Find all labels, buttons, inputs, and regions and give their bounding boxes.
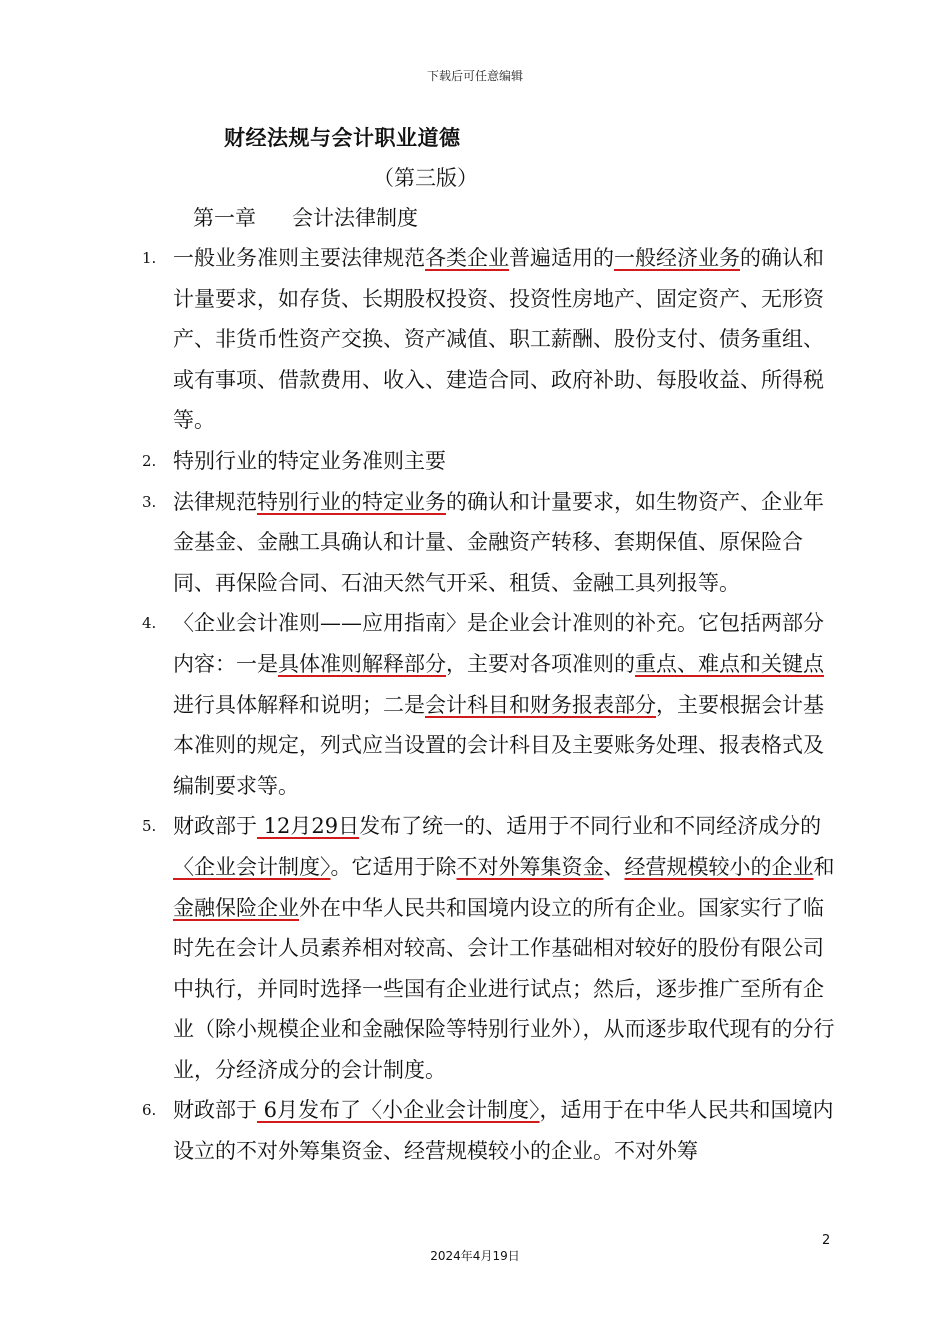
body-text: 、	[603, 854, 625, 879]
chapter-title: 会计法律制度	[292, 206, 418, 230]
body-text: 〈企业会计准则——应用指南〉是企业会计准则的补充。它包括两部分内容：一是	[173, 611, 824, 676]
body-text: 。它适用于除	[330, 854, 457, 879]
page-header: 下载后可任意编辑	[426, 69, 523, 83]
body-text: 财政部于	[173, 814, 257, 839]
list-item	[130, 441, 840, 482]
list-item	[130, 482, 840, 604]
list-item-number: 2.	[142, 451, 157, 470]
underlined-key-phrase: 特别行业的特定业务	[257, 489, 446, 514]
body-text: 一般业务准则主要法律规范	[173, 246, 425, 270]
numbered-list	[130, 238, 840, 1172]
underlined-key-phrase: 会计科目和财务报表部分	[425, 692, 656, 717]
list-item-number: 1.	[142, 249, 157, 267]
body-text: 外在中华人民共和国境内设立的所有企业。国家实行了临时先在会计人员素养相对较高、会计工作基础相对较好的股份有限公司中执行，并同时选择一些国有企业进行试点；然后，逐步推广至所有企业（除小规模企业和金融保险等特别行业外），从而逐步取代现有的分行业，分经济成分的会计制度。	[173, 895, 835, 1082]
underlined-key-phrase: 经营规模较小的企业	[624, 854, 814, 879]
body-text: 进行具体解释和说明；二是	[173, 692, 425, 717]
underlined-key-phrase: 具体准则解释部分	[278, 651, 446, 676]
page-number: 2	[822, 1233, 831, 1248]
underlined-key-phrase: 金融保险企业	[173, 895, 299, 920]
page-footer-date: 2024年4月19日	[430, 1249, 520, 1263]
list-item	[130, 238, 840, 441]
body-text: 普遍适用的	[509, 246, 614, 270]
chapter-number: 第一章	[193, 206, 256, 230]
body-text: 特别行业的特定业务准则主要	[173, 448, 446, 473]
body-text: ，适用于在中华人民共和国境内设立的不对外筹集资金、经营规模较小的企业。不对外筹	[173, 1098, 834, 1164]
chapter-heading	[193, 202, 418, 232]
edition-label: （第三版）	[373, 166, 478, 190]
underlined-key-phrase: 12月29日	[257, 814, 360, 839]
body-text: 法律规范	[173, 489, 257, 514]
list-item	[130, 1090, 840, 1171]
body-text: 财政部于	[173, 1098, 257, 1123]
list-item-number: 5.	[142, 817, 157, 836]
body-text: ，主要对各项准则的	[446, 651, 635, 676]
body-text: 发布了统一的、适用于不同行业和不同经济成分的	[359, 814, 822, 839]
underlined-key-phrase: 重点、难点和关键点	[635, 651, 824, 676]
underlined-key-phrase: 各类企业	[425, 246, 509, 270]
body-text: 和	[813, 854, 835, 879]
underlined-key-phrase: 〈企业会计制度〉	[173, 854, 331, 879]
underlined-key-phrase: 不对外筹集资金	[456, 854, 604, 879]
list-item-number: 4.	[142, 614, 157, 633]
list-item	[130, 806, 840, 1090]
list-item-number: 3.	[142, 492, 157, 511]
list-item-number: 6.	[142, 1101, 157, 1120]
body-text: 的确认和计量要求，如生物资产、企业年金基金、金融工具确认和计量、金融资产转移、套期保值、原保险合同、再保险合同、石油天然气开采、租赁、金融工具列报等。	[173, 489, 824, 595]
list-item	[130, 603, 840, 806]
body-text: ，主要根据会计基本准则的规定，列式应当设置的会计科目及主要账务处理、报表格式及编制要求等。	[173, 692, 824, 798]
document-title: 财经法规与会计职业道德	[224, 126, 461, 150]
underlined-key-phrase: 一般经济业务	[614, 246, 740, 270]
body-text: 的确认和计量要求，如存货、长期股权投资、投资性房地产、固定资产、无形资产、非货币性资产交换、资产减值、职工薪酬、股份支付、债务重组、或有事项、借款费用、收入、建造合同、政府补助、每股收益、所得税等。	[173, 246, 824, 433]
underlined-key-phrase: 6月发布了〈小企业会计制度〉	[257, 1098, 540, 1123]
